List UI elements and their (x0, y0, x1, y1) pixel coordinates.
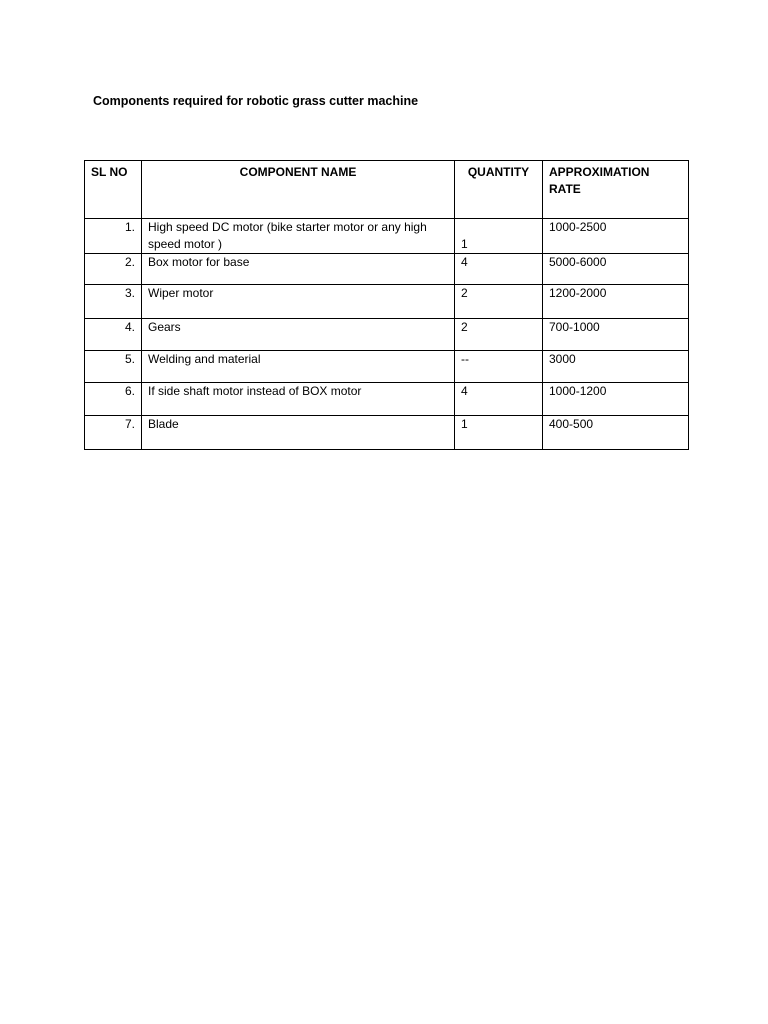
cell-rate: 3000 (543, 351, 689, 383)
cell-rate: 400-500 (543, 416, 689, 450)
table-row (85, 351, 689, 383)
header-sl-no: SL NO (85, 161, 142, 219)
cell-quantity: -- (455, 351, 543, 383)
document-title: Components required for robotic grass cutter machine (93, 94, 419, 108)
cell-quantity: 2 (455, 319, 543, 351)
cell-sl-no: 6. (85, 383, 142, 416)
cell-rate: 1000-2500 (543, 219, 689, 254)
header-quantity: QUANTITY (455, 161, 543, 219)
cell-component-name: High speed DC motor (bike starter motor or any high speed motor ) (142, 219, 455, 254)
cell-rate: 1200-2000 (543, 285, 689, 319)
header-approximation-rate: APPROXIMATION RATE (543, 161, 689, 219)
table-row (85, 383, 689, 416)
cell-sl-no: 3. (85, 285, 142, 319)
cell-sl-no: 4. (85, 319, 142, 351)
cell-component-name: Wiper motor (142, 285, 455, 319)
table-row (85, 416, 689, 450)
cell-sl-no: 5. (85, 351, 142, 383)
cell-component-name: Gears (142, 319, 455, 351)
cell-component-name: If side shaft motor instead of BOX motor (142, 383, 455, 416)
cell-sl-no: 1. (85, 219, 142, 254)
table-row (85, 285, 689, 319)
cell-quantity: 1 (455, 416, 543, 450)
table-row (85, 254, 689, 285)
cell-quantity: 2 (455, 285, 543, 319)
cell-component-name: Welding and material (142, 351, 455, 383)
cell-rate: 5000-6000 (543, 254, 689, 285)
cell-component-name: Blade (142, 416, 455, 450)
table-row (85, 219, 689, 254)
cell-rate: 1000-1200 (543, 383, 689, 416)
cell-rate: 700-1000 (543, 319, 689, 351)
cell-quantity: 1 (455, 219, 543, 254)
table-header-row (85, 161, 689, 219)
cell-sl-no: 7. (85, 416, 142, 450)
cell-sl-no: 2. (85, 254, 142, 285)
cell-quantity: 4 (455, 254, 543, 285)
cell-component-name: Box motor for base (142, 254, 455, 285)
table-row (85, 319, 689, 351)
header-component-name: COMPONENT NAME (142, 161, 455, 219)
components-table (84, 160, 689, 450)
cell-quantity: 4 (455, 383, 543, 416)
